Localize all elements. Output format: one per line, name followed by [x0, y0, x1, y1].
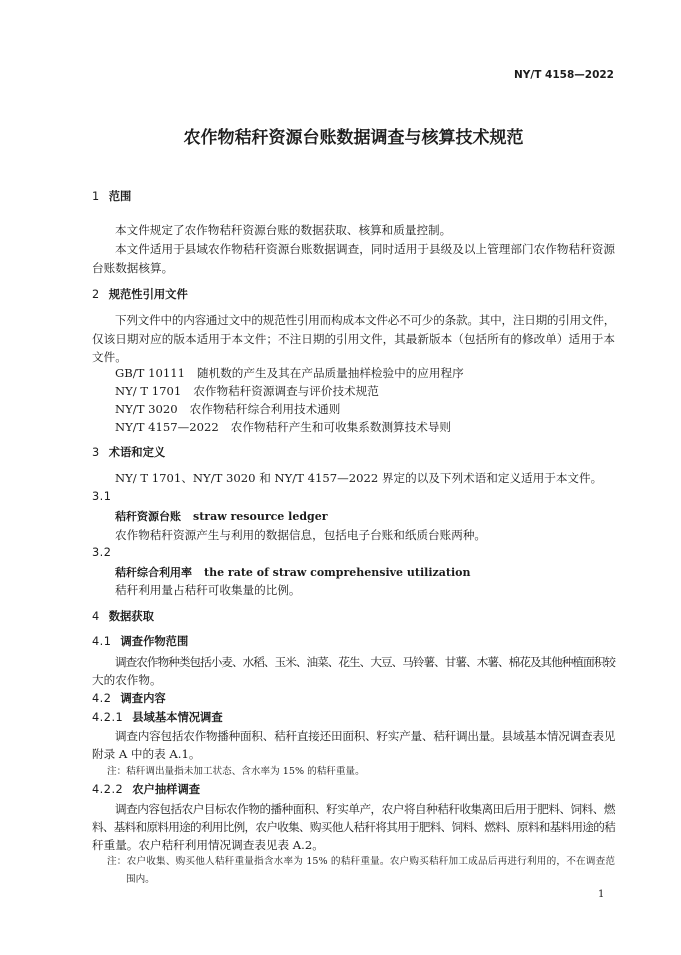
- term-number: 3.2: [92, 546, 112, 559]
- subsection-heading-survey-content: [92, 690, 166, 708]
- reference-title: 农作物秸秆综合利用技术通则: [189, 402, 341, 416]
- document-number: NY/T 4158—2022: [514, 69, 614, 81]
- term-definition: 农作物秸秆资源产生与利用的数据信息，包括电子台账和纸质台账两种。: [115, 528, 487, 542]
- section-heading-scope: [92, 188, 131, 206]
- reference-code: GB/T 10111: [115, 366, 185, 380]
- reference-title: 农作物秸秆资源调查与评价技术规范: [193, 384, 379, 398]
- section-number: 4.2.1: [92, 711, 124, 724]
- note-line: 注：农户收集、购买他人秸秆重量指含水率为 15% 的秸秆重量。农户购买秸秆加工成品后再进行利用的，不在调查范: [107, 856, 615, 867]
- section-number: 1: [92, 190, 100, 203]
- section-title: 范围: [108, 190, 132, 203]
- section-number: 4.1: [92, 635, 112, 648]
- section-heading-normative-references: [92, 286, 188, 304]
- section-title: 术语和定义: [108, 446, 166, 459]
- paragraph-line: 调查内容包括农户目标农作物的播种面积、籽实单产，农户将自种秸秆收集离田后用于肥料、饲料、燃: [115, 802, 615, 816]
- section-title: 数据获取: [108, 610, 154, 623]
- term-entry: [115, 563, 470, 581]
- subsection-heading-household-sampling: [92, 781, 200, 799]
- section-number: 4: [92, 610, 100, 623]
- reference-item: [115, 400, 340, 418]
- paragraph-line: 台账数据核算。: [92, 261, 174, 275]
- reference-item: [115, 418, 451, 436]
- paragraph-line: NY/ T 1701、NY/T 3020 和 NY/T 4157—2022 界定的以及下列术语和定义适用于本文件。: [115, 471, 603, 485]
- section-title: 规范性引用文件: [108, 288, 188, 301]
- note-line: 围内。: [126, 874, 155, 885]
- term-number: 3.1: [92, 490, 112, 503]
- term-entry: [115, 507, 328, 525]
- section-heading-data-acquisition: [92, 608, 154, 626]
- paragraph-line: 本文件适用于县域农作物秸秆资源台账数据调查，同时适用于县级及以上管理部门农作物秸秆资源: [115, 242, 615, 256]
- document-title: 农作物秸秆资源台账数据调查与核算技术规范: [183, 128, 524, 148]
- reference-item: [115, 364, 464, 382]
- section-title: 调查作物范围: [120, 635, 189, 648]
- section-number: 3: [92, 446, 100, 459]
- reference-code: NY/ T 1701: [115, 384, 182, 398]
- paragraph-line: 大的农作物。: [92, 673, 162, 687]
- subsection-heading-crop-scope: [92, 633, 188, 651]
- section-number: 4.2: [92, 692, 112, 705]
- section-title: 调查内容: [120, 692, 166, 705]
- reference-title: 随机数的产生及其在产品质量抽样检验中的应用程序: [197, 366, 464, 380]
- paragraph-line: 秆重量。农户秸秆利用情况调查表见表 A.2。: [92, 838, 324, 852]
- paragraph-line: 调查内容包括农作物播种面积、秸秆直接还田面积、籽实产量、秸秆调出量。县域基本情况调查表见: [115, 729, 616, 743]
- paragraph-line: 下列文件中的内容通过文中的规范性引用而构成本文件必不可少的条款。其中，注日期的引用文件，: [115, 313, 616, 327]
- section-heading-terms-and-definitions: [92, 444, 165, 462]
- section-title: 农户抽样调查: [132, 783, 201, 796]
- term-zh: 秸秆资源台账: [115, 510, 181, 523]
- page-number: 1: [598, 889, 605, 900]
- paragraph-line: 仅该日期对应的版本适用于本文件；不注日期的引用文件，其最新版本（包括所有的修改单）适用于本: [92, 332, 615, 346]
- note-line: 注：秸秆调出量指未加工状态、含水率为 15% 的秸秆重量。: [107, 766, 365, 777]
- subsection-heading-county-survey: [92, 709, 223, 727]
- section-number: 4.2.2: [92, 783, 124, 796]
- reference-code: NY/T 4157—2022: [115, 420, 219, 434]
- term-definition: 秸秆利用量占秸秆可收集量的比例。: [115, 583, 301, 597]
- paragraph-line: 本文件规定了农作物秸秆资源台账的数据获取、核算和质量控制。: [115, 223, 452, 237]
- paragraph-line: 调查农作物种类包括小麦、水稻、玉米、油菜、花生、大豆、马铃薯、甘薯、木薯、棉花及其他种植面积较: [115, 655, 615, 669]
- term-en: straw resource ledger: [193, 510, 328, 523]
- paragraph-line: 附录 A 中的表 A.1。: [92, 747, 201, 761]
- paragraph-line: 文件。: [92, 350, 127, 364]
- term-zh: 秸秆综合利用率: [115, 566, 192, 579]
- paragraph-line: 料、基料和原料用途的利用比例，农户收集、购买他人秸秆将其用于肥料、饲料、燃料、原料和基料用途的秸: [92, 820, 615, 834]
- section-title: 县域基本情况调查: [132, 711, 223, 724]
- term-en: the rate of straw comprehensive utilization: [204, 566, 471, 579]
- reference-item: [115, 382, 379, 400]
- section-number: 2: [92, 288, 100, 301]
- reference-title: 农作物秸秆产生和可收集系数测算技术导则: [230, 420, 452, 434]
- reference-code: NY/T 3020: [115, 402, 178, 416]
